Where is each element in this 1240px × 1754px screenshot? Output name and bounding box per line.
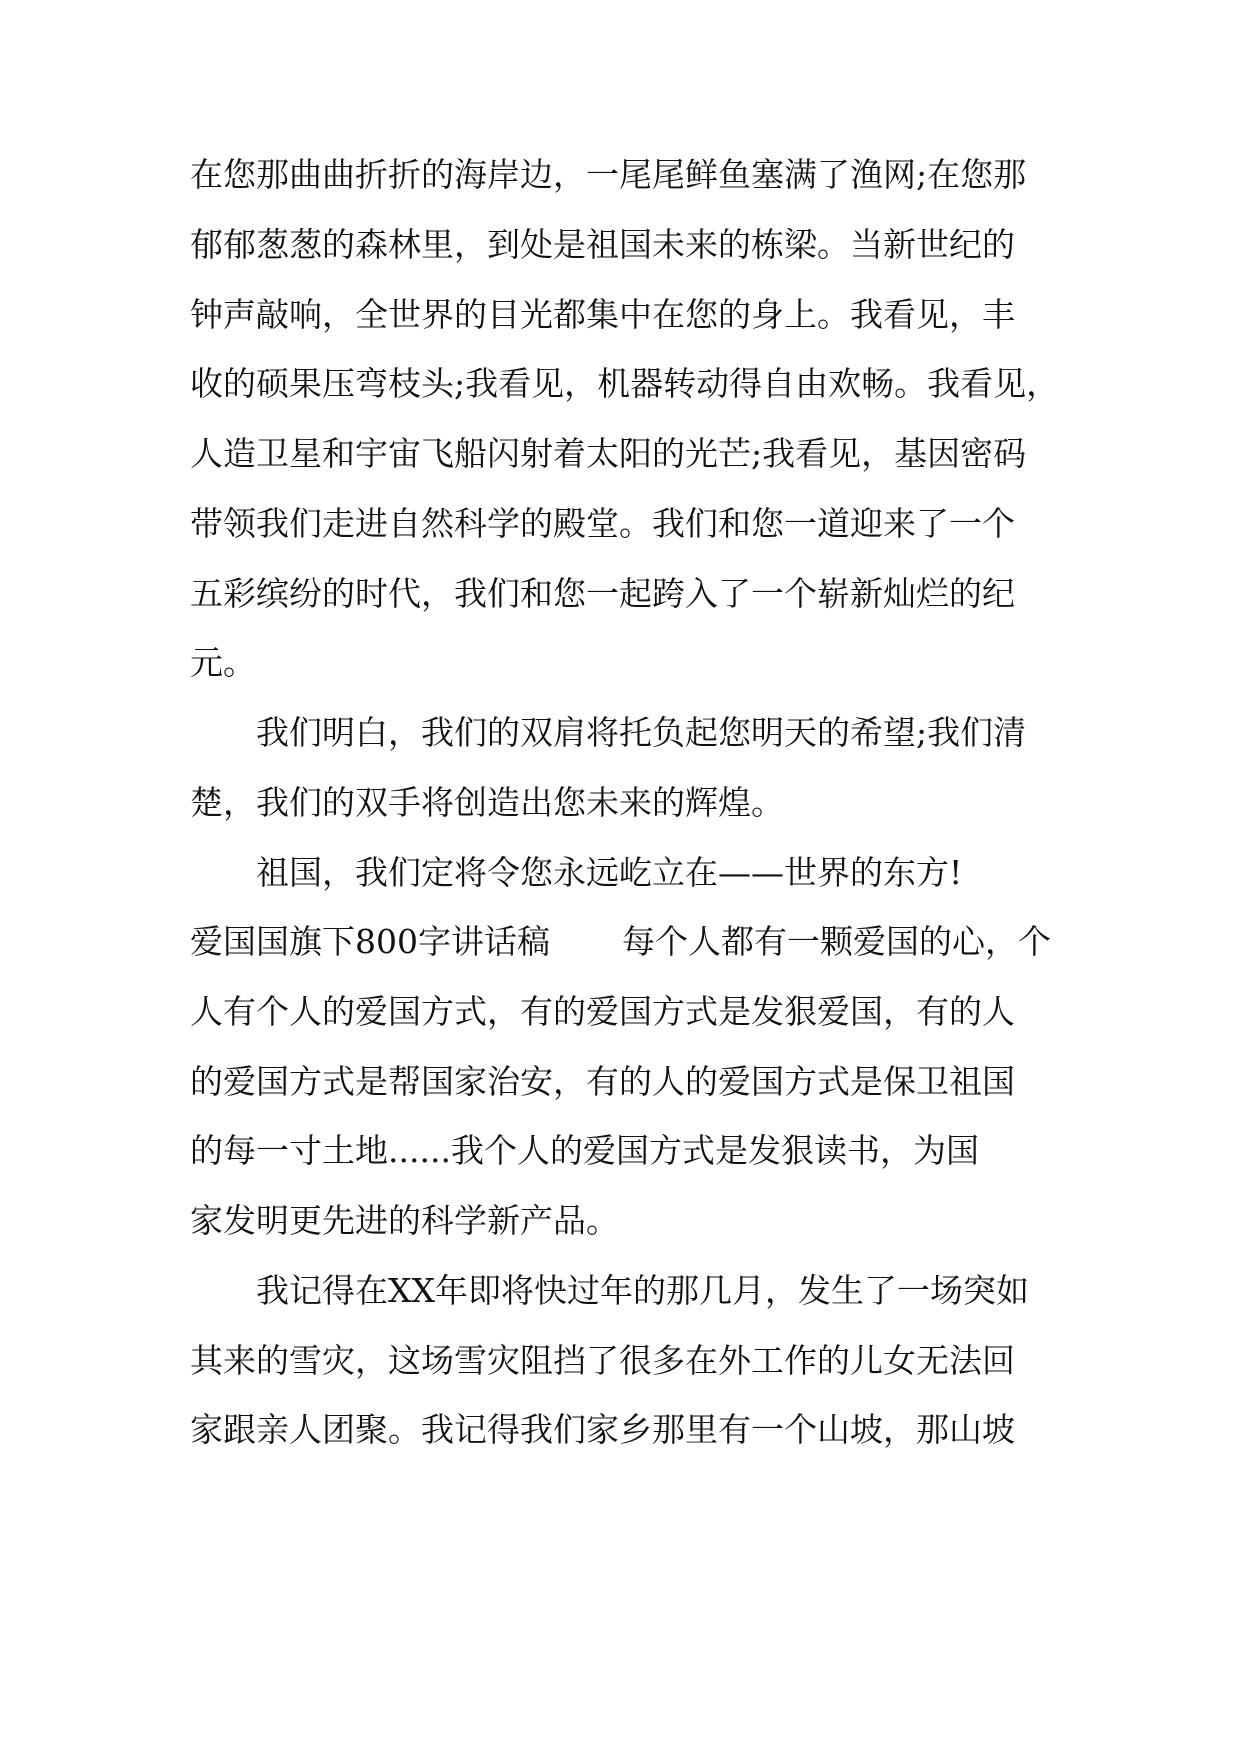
paragraph-1-line-3: 钟声敲响，全世界的目光都集中在您的身上。我看见，丰: [190, 295, 1015, 334]
paragraph-1-line-7: 五彩缤纷的时代，我们和您一起跨入了一个崭新灿烂的纪: [190, 574, 1015, 613]
paragraph-1-line-6: 带领我们走进自然科学的殿堂。我们和您一道迎来了一个: [190, 504, 1015, 543]
paragraph-5-line-3: 家跟亲人团聚。我记得我们家乡那里有一个山坡，那山坡: [190, 1410, 1015, 1449]
paragraph-2-line-1: 我们明白，我们的双肩将托负起您明天的希望;我们清: [256, 713, 1027, 752]
paragraph-5-line-1: 我记得在XX年即将快过年的那几月，发生了一场突如: [256, 1271, 1029, 1310]
speech-title-line: [190, 922, 1051, 962]
paragraph-1-line-8: 元。: [190, 643, 256, 682]
paragraph-3-line-1: 祖国，我们定将令您永远屹立在——世界的东方!: [256, 853, 963, 892]
paragraph-2-line-2: 楚，我们的双手将创造出您未来的辉煌。: [190, 783, 784, 822]
paragraph-4-line-3: 的爱国方式是帮国家治安，有的人的爱国方式是保卫祖国: [190, 1062, 1015, 1101]
paragraph-1-line-5: 人造卫星和宇宙飞船闪射着太阳的光芒;我看见，基因密码: [190, 434, 1027, 473]
paragraph-4-line-2: 人有个人的爱国方式，有的爱国方式是发狠爱国，有的人: [190, 992, 1015, 1031]
paragraph-1-line-1: 在您那曲曲折折的海岸边，一尾尾鲜鱼塞满了渔网;在您那: [190, 155, 1027, 194]
speech-title: 爱国国旗下800字讲话稿: [190, 922, 550, 961]
paragraph-1-line-4: 收的硕果压弯枝头;我看见，机器转动得自由欢畅。我看见，: [190, 364, 1060, 403]
paragraph-5-line-2: 其来的雪灾，这场雪灾阻挡了很多在外工作的儿女无法回: [190, 1341, 1015, 1380]
paragraph-4-line-5: 家发明更先进的科学新产品。: [190, 1201, 619, 1240]
paragraph-1-line-2: 郁郁葱葱的森林里，到处是祖国未来的栋梁。当新世纪的: [190, 225, 1015, 264]
paragraph-4-line-4: 的每一寸土地......我个人的爱国方式是发狠读书，为国: [190, 1131, 979, 1170]
paragraph-4-line-1: 每个人都有一颗爱国的心，个: [622, 922, 1051, 961]
